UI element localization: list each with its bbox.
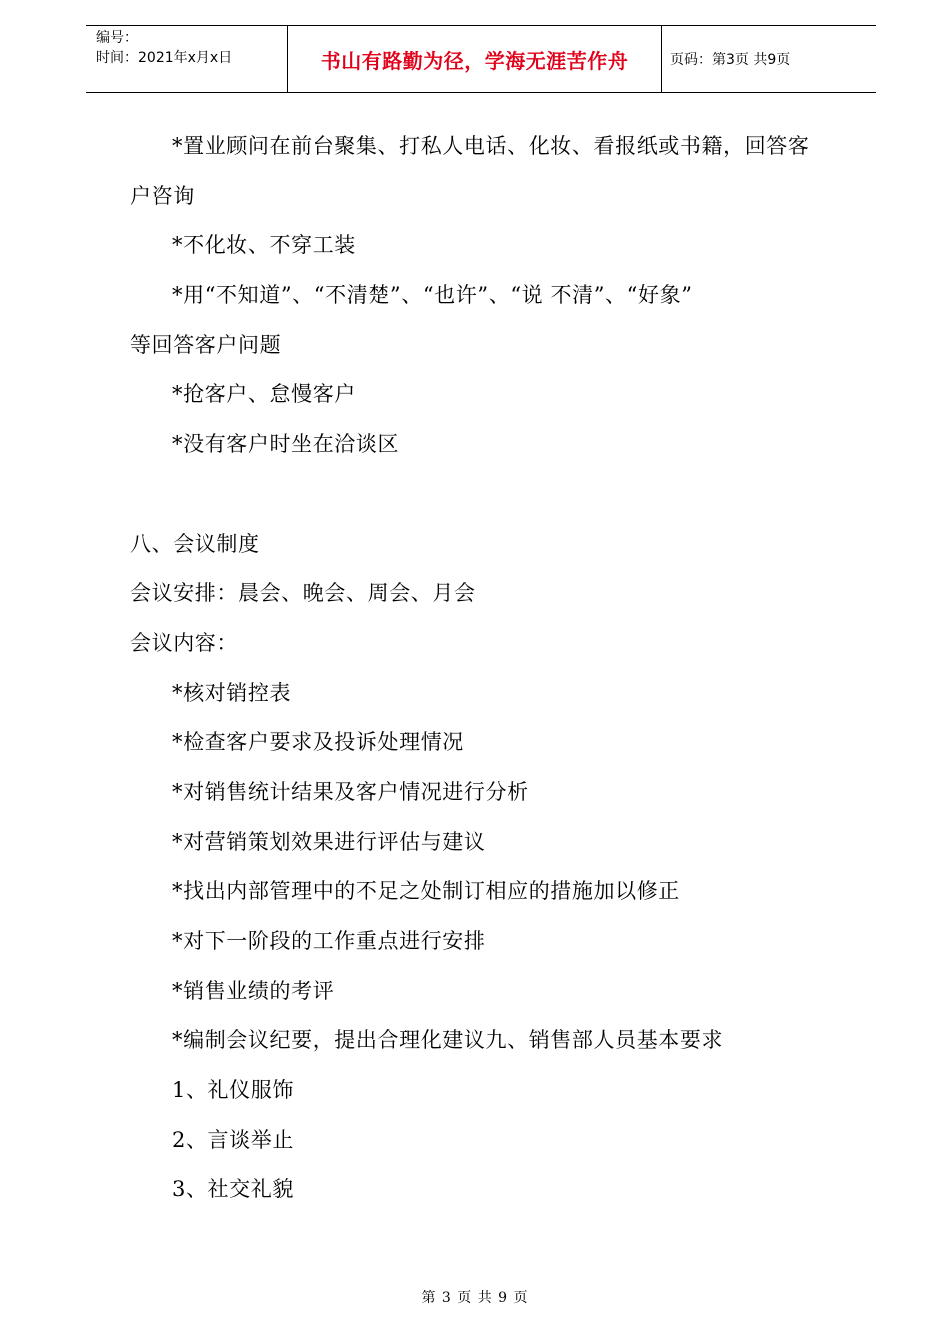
body-line: *对销售统计结果及客户情况进行分析 [172, 779, 529, 804]
document-body [130, 122, 850, 1215]
body-line: 户咨询 [130, 183, 195, 208]
body-line: *核对销控表 [172, 680, 292, 705]
body-line: 3、社交礼貌 [172, 1177, 294, 1202]
page-footer: 第 3 页 共 9 页 [421, 1290, 529, 1306]
body-line: *不化妆、不穿工装 [172, 233, 356, 258]
document-time-label: 时间：2021年x月x日 [96, 50, 233, 66]
body-line: 1、礼仪服饰 [172, 1078, 294, 1103]
body-line: 会议安排：晨会、晚会、周会、月会 [130, 581, 476, 606]
body-line: *销售业绩的考评 [172, 978, 335, 1003]
page-header [86, 25, 876, 93]
body-line: 会议内容： [130, 630, 238, 655]
blank-line [130, 470, 850, 520]
body-line: *检查客户要求及投诉处理情况 [172, 730, 464, 755]
body-line: *对营销策划效果进行评估与建议 [172, 829, 486, 854]
header-page-label: 页码：第3页 共9页 [670, 52, 791, 68]
header-motto: 书山有路勤为径，学海无涯苦作舟 [287, 26, 662, 92]
body-line: *编制会议纪要，提出合理化建议九、销售部人员基本要求 [172, 1028, 724, 1053]
body-line: *没有客户时坐在洽谈区 [172, 432, 400, 457]
body-line: *抢客户、怠慢客户 [172, 382, 356, 407]
body-line: *用“不知道”、“不清楚”、“也许”、“说 不清”、“好象” [172, 283, 693, 308]
body-line: 等回答客户问题 [130, 332, 282, 357]
document-number-label: 编号： [96, 30, 138, 46]
body-line: *置业顾问在前台聚集、打私人电话、化妆、看报纸或书籍，回答客 [172, 134, 810, 158]
body-line: 2、言谈举止 [172, 1127, 294, 1152]
body-line: *对下一阶段的工作重点进行安排 [172, 929, 486, 953]
body-line: *找出内部管理中的不足之处制订相应的措施加以修正 [172, 879, 680, 904]
header-meta [96, 28, 232, 68]
section-heading: 八、会议制度 [130, 531, 260, 556]
